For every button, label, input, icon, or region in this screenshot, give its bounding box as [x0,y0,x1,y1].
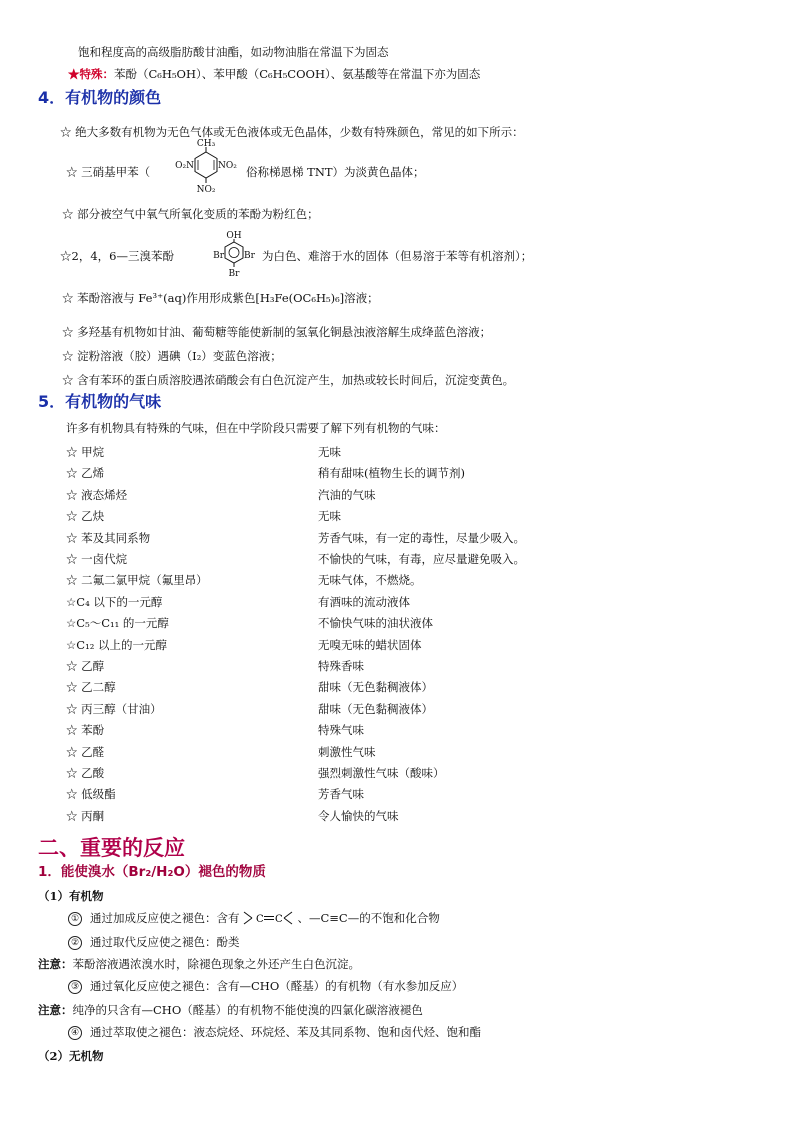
part-2-heading: 二、重要的反应 [38,836,185,860]
odor-row-odor: 芳香气味，有一定的毒性，尽量少吸入。 [318,531,525,545]
odor-row-name: ☆C₄ 以下的一元醇 [66,595,163,609]
tribromophenol-structure-image [204,230,264,280]
odor-row-odor: 无味气体，不燃烧。 [318,573,422,587]
odor-row-odor: 不愉快的气味，有毒，应尽量避免吸入。 [318,552,525,566]
inorganic-subheading: （2）无机物 [38,1049,104,1063]
odor-row-odor: 强烈刺激性气味（酸味） [318,766,445,780]
odor-row-name: ☆ 苯酚 [66,723,105,737]
odor-row-name: ☆ 乙酸 [66,766,105,780]
tnt-suffix: 俗称梯恩梯 TNT）为淡黄色晶体； [246,165,425,179]
tnt-bottom-group: NO₂ [196,185,216,195]
odor-row-name: ☆C₁₂ 以上的一元醇 [66,638,167,652]
odor-row-odor: 特殊气味 [318,723,364,737]
item-addition [68,910,440,926]
odor-row-odor: 无味 [318,509,341,523]
phenol-pink-line: ☆ 部分被空气中氧气所氧化变质的苯酚为粉红色； [62,207,319,221]
protein-nitric-line: ☆ 含有苯环的蛋白质溶胶遇浓硝酸会有白色沉淀产生，加热或较长时间后，沉淀变黄色。 [62,373,515,387]
odor-row-name: ☆ 苯及其同系物 [66,531,151,545]
item-number: ④ [68,1026,82,1040]
odor-row-odor: 甜味（无色黏稠液体） [318,702,433,716]
tnt-prefix: ☆ 三硝基甲苯（ [66,165,151,179]
note-label: 注意： [38,1003,73,1017]
odor-row-name: ☆C₅～C₁₁ 的一元醇 [66,616,169,630]
item-number: ① [68,912,82,926]
item-oxidation-text: 通过氧化反应使之褪色：含有—CHO（醛基）的有机物（有水参加反应） [90,979,464,993]
odor-row-name: ☆ 液态烯烃 [66,488,128,502]
note-aldehyde [38,1002,423,1018]
item-number: ② [68,936,82,950]
odor-intro: 许多有机物具有特殊的气味，但在中学阶段只需要了解下列有机物的气味： [66,421,446,435]
tnt-structure-image [165,138,247,196]
odor-row-odor: 芳香气味 [318,787,364,801]
odor-row-odor: 令人愉快的气味 [318,809,399,823]
starch-iodine-line: ☆ 淀粉溶液（胶）遇碘（I₂）变蓝色溶液； [62,349,282,363]
tbp-top-group: OH [226,231,242,241]
note-phenol-text: 苯酚溶液遇浓溴水时，除褪色现象之外还产生白色沉淀。 [72,957,360,971]
svg-text:C: C [274,914,283,925]
copper-hydroxide-line: ☆ 多羟基有机物如甘油、葡萄糖等能使新制的氢氧化铜悬浊液溶解生成绛蓝色溶液； [62,325,492,339]
odor-row-odor: 刺激性气味 [318,745,376,759]
alkene-double-bond-image [242,910,296,926]
special-label: ★特殊： [68,67,114,81]
odor-row-name: ☆ 甲烷 [66,445,105,459]
item-extraction-text: 通过萃取使之褪色：液态烷烃、环烷烃、苯及其同系物、饱和卤代烃、饱和酯 [90,1025,481,1039]
item-oxidation [68,978,463,994]
note-phenol [38,956,360,972]
odor-row-name: ☆ 丙三醇（甘油） [66,702,162,716]
odor-row-odor: 有酒味的流动液体 [318,595,410,609]
tbp-bottom-group: Br [228,269,240,279]
tnt-right-group: NO₂ [218,161,237,171]
odor-row-odor: 汽油的气味 [318,488,376,502]
odor-row-name: ☆ 低级酯 [66,787,116,801]
tnt-top-group: CH₃ [196,139,216,149]
organic-subheading: （1）有机物 [38,889,104,903]
odor-row-name: ☆ 乙炔 [66,509,105,523]
bromine-water-heading: 1．能使溴水（Br₂/H₂O）褪色的物质 [38,864,266,880]
odor-row-odor: 不愉快气味的油状液体 [318,616,433,630]
item-number: ③ [68,980,82,994]
odor-row-name: ☆ 丙酮 [66,809,105,823]
odor-row-name: ☆ 乙醇 [66,659,105,673]
tbp-prefix: ☆2，4，6—三溴苯酚 [60,249,174,263]
tbp-left-group: Br [213,251,224,261]
item-substitution [68,934,240,950]
section-4-heading: 4．有机物的颜色 [38,88,162,107]
odor-row-odor: 无味 [318,445,341,459]
intro-line-fats: 饱和程度高的高级脂肪酸甘油酯，如动物油脂在常温下为固态 [78,45,389,59]
odor-row-name: ☆ 乙醛 [66,745,105,759]
odor-row-name: ☆ 二氟二氯甲烷（氟里昂） [66,573,208,587]
item-extraction [68,1024,481,1040]
section-5-heading: 5．有机物的气味 [38,392,162,411]
note-label: 注意： [38,957,73,971]
tbp-suffix: 为白色、难溶于水的固体（但易溶于苯等有机溶剂）； [262,249,533,263]
odor-row-odor: 无嗅无味的蜡状固体 [318,638,422,652]
note-aldehyde-text: 纯净的只含有—CHO（醛基）的有机物不能使溴的四氯化碳溶液褪色 [72,1003,423,1017]
tbp-right-group: Br [244,251,255,261]
item-addition-pre: 通过加成反应使之褪色：含有 [90,911,240,925]
item-substitution-text: 通过取代反应使之褪色：酚类 [90,935,240,949]
svg-text:C: C [255,914,264,925]
fe-complex-line: ☆ 苯酚溶液与 Fe³⁺(aq)作用形成紫色[H₃Fe(OC₆H₅)₆]溶液； [62,291,379,305]
special-text: 苯酚（C₆H₅OH）、苯甲酸（C₆H₅COOH）、氨基酸等在常温下亦为固态 [114,67,481,81]
odor-row-odor: 稍有甜味(植物生长的调节剂) [318,466,465,480]
odor-row-name: ☆ 乙烯 [66,466,105,480]
color-intro: ☆ 绝大多数有机物为无色气体或无色液体或无色晶体，少数有特殊颜色，常见的如下所示： [60,125,524,139]
special-note [68,66,480,82]
odor-row-odor: 特殊香味 [318,659,364,673]
odor-row-odor: 甜味（无色黏稠液体） [318,680,433,694]
tnt-left-group: O₂N [175,161,194,171]
odor-row-name: ☆ 一卤代烷 [66,552,128,566]
item-addition-post: 、—C≡C—的不饱和化合物 [297,911,440,925]
odor-row-name: ☆ 乙二醇 [66,680,116,694]
